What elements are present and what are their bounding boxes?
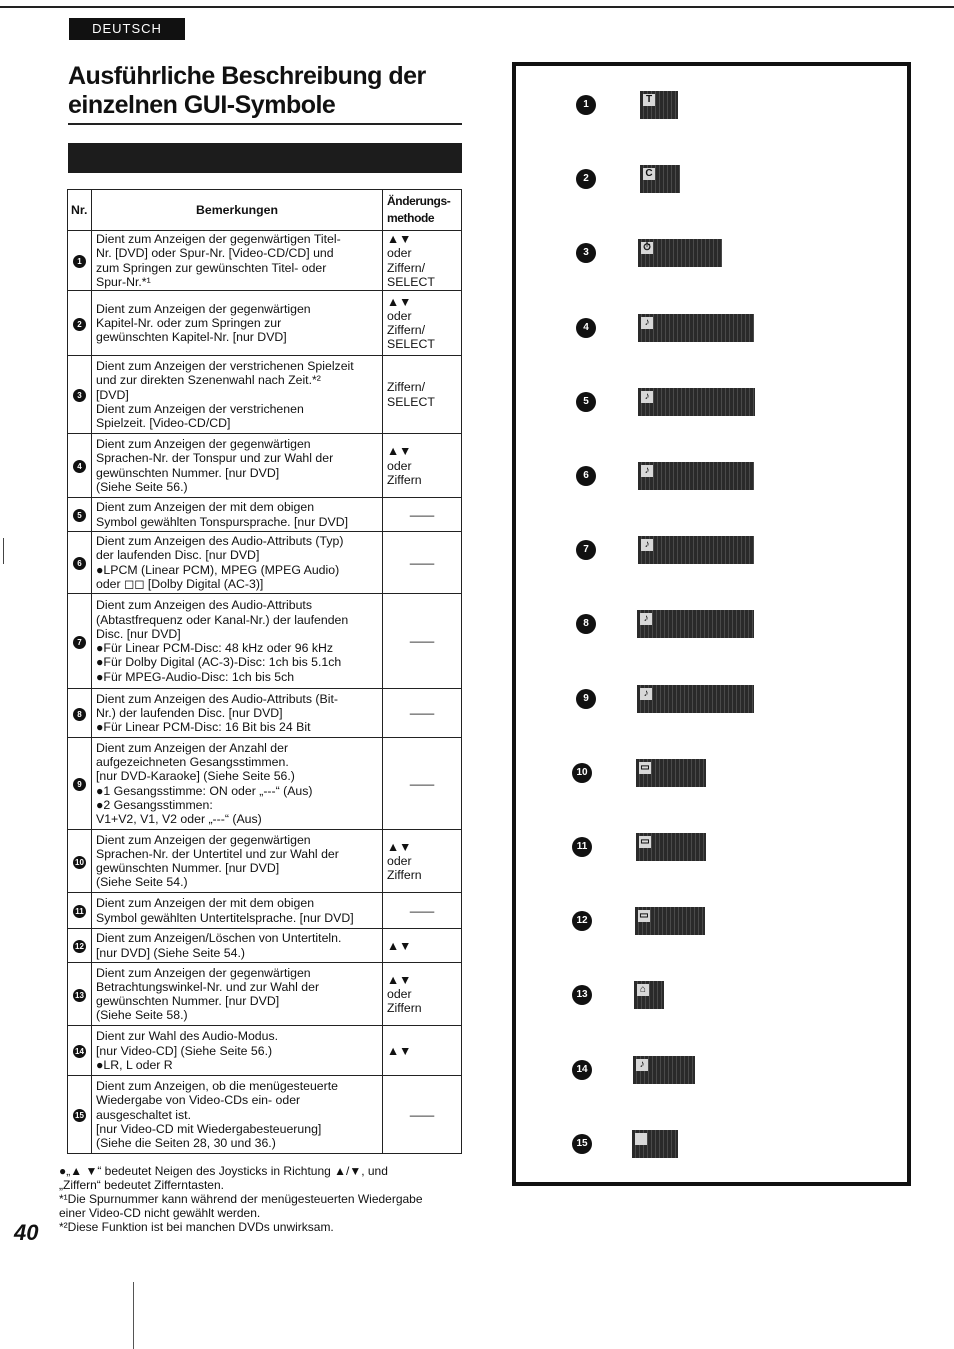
row-number-cell xyxy=(68,532,92,594)
gui-symbol-icon: C xyxy=(643,168,655,180)
table-row xyxy=(68,738,462,830)
row-remarks: Dient zum Anzeigen der gegenwärtigen Sprachen-Nr. der Untertitel und zur Wahl der gewünschten Nummer. [nur DVD] (Siehe Seite 54.) xyxy=(92,830,383,893)
table-row xyxy=(68,1026,462,1076)
row-number-badge: 9 xyxy=(73,778,86,791)
row-remarks: Dient zum Anzeigen der gegenwärtigen Titel- Nr. [DVD] oder Spur-Nr. [Video-CD/CD] und zum Springen zur gewünschten Titel- oder Spur-Nr.*¹ xyxy=(92,231,383,291)
gui-symbol-number: 12 xyxy=(572,911,592,931)
row-method: —— xyxy=(383,738,462,830)
gui-symbol-graphic xyxy=(640,91,678,119)
header-method: Änderungs- methode xyxy=(383,190,462,231)
row-method: ▲▼ oder Ziffern xyxy=(383,434,462,498)
page-number: 40 xyxy=(14,1220,39,1245)
gui-symbol-graphic xyxy=(640,165,680,193)
gui-symbol-row xyxy=(516,536,915,566)
gui-symbol-number: 10 xyxy=(572,763,592,783)
gui-symbol-icon: ▭ xyxy=(640,836,650,847)
row-remarks: Dient zum Anzeigen der Anzahl der aufgezeichneten Gesangsstimmen. [nur DVD-Karaoke] (Siehe Seite 56.) ●1 Gesangsstimme: ON oder „---“ (Aus) ●2 Gesangsstimmen: V1+V2, V1, V2 oder „---“ (Aus) xyxy=(92,738,383,830)
gui-symbol-graphic xyxy=(638,462,754,490)
row-number-badge: 12 xyxy=(73,940,86,953)
gui-symbol-graphic xyxy=(634,981,664,1009)
row-number-cell xyxy=(68,893,92,929)
row-number-cell xyxy=(68,291,92,356)
row-method: ▲▼ oder Ziffern/ SELECT xyxy=(383,291,462,356)
table-row xyxy=(68,963,462,1026)
row-method: ▲▼ oder Ziffern/ SELECT xyxy=(383,231,462,291)
gui-symbol-icon: ♪ xyxy=(641,539,653,551)
row-remarks: Dient zum Anzeigen der gegenwärtigen Sprachen-Nr. der Tonspur und zur Wahl der gewünschten Nummer. [nur DVD] (Siehe Seite 56.) xyxy=(92,434,383,498)
row-number-badge: 14 xyxy=(73,1045,86,1058)
top-rule xyxy=(0,6,954,8)
row-number-cell xyxy=(68,830,92,893)
row-remarks: Dient zum Anzeigen/Löschen von Untertiteln. [nur DVD] (Siehe Seite 54.) xyxy=(92,929,383,963)
gui-symbol-number: 4 xyxy=(576,318,596,338)
row-number-badge: 2 xyxy=(73,318,86,331)
table-row xyxy=(68,231,462,291)
table-row xyxy=(68,830,462,893)
row-remarks: Dient zur Wahl des Audio-Modus. [nur Video-CD] (Siehe Seite 56.) ●LR, L oder R xyxy=(92,1026,383,1076)
gui-symbol-number: 2 xyxy=(576,169,596,189)
gui-symbol-graphic xyxy=(638,536,754,564)
gui-symbol-icon: ⌂ xyxy=(637,984,649,996)
gui-symbol-number: 1 xyxy=(576,95,596,115)
gui-symbol-number: 6 xyxy=(576,466,596,486)
gui-symbol-number: 11 xyxy=(572,837,592,857)
gui-symbol-row xyxy=(516,314,915,344)
row-remarks: Dient zum Anzeigen der gegenwärtigen Betrachtungswinkel-Nr. und zur Wahl der gewünschten Nummer. [nur DVD] (Siehe Seite 58.) xyxy=(92,963,383,1026)
page-title: Ausführliche Beschreibung der einzelnen GUI-Symbole xyxy=(68,62,426,119)
row-method: —— xyxy=(383,893,462,929)
gui-symbol-graphic xyxy=(632,1130,678,1158)
gui-symbol-number: 5 xyxy=(576,392,596,412)
row-method: ▲▼ oder Ziffern xyxy=(383,963,462,1026)
gui-symbol-row xyxy=(516,981,915,1011)
gui-symbol-icon: ♪ xyxy=(636,1059,648,1071)
row-method: Ziffern/ SELECT xyxy=(383,356,462,434)
gui-symbol-graphic xyxy=(637,685,754,713)
row-method: ▲▼ xyxy=(383,1026,462,1076)
row-remarks: Dient zum Anzeigen der mit dem obigen Symbol gewählten Tonspursprache. [nur DVD] xyxy=(92,498,383,532)
row-number-cell xyxy=(68,498,92,532)
gui-symbol-graphic xyxy=(637,610,754,638)
gui-symbol-graphic xyxy=(636,833,706,861)
gui-symbol-number: 14 xyxy=(572,1060,592,1080)
row-remarks: Dient zum Anzeigen des Audio-Attributs (Typ) der laufenden Disc. [nur DVD] ●LPCM (Linear PCM), MPEG (MPEG Audio) oder ◻◻ [Dolby Digital (AC-3)] xyxy=(92,532,383,594)
row-number-badge: 3 xyxy=(73,389,86,402)
gui-symbol-graphic xyxy=(635,907,705,935)
footnotes xyxy=(59,1164,459,1234)
language-tab: DEUTSCH xyxy=(69,18,185,40)
gui-symbol-row xyxy=(516,610,915,640)
row-method: —— xyxy=(383,689,462,738)
row-method: ▲▼ xyxy=(383,929,462,963)
row-method: —— xyxy=(383,594,462,689)
row-method: —— xyxy=(383,532,462,594)
gui-symbol-icon: ▭ xyxy=(640,761,650,773)
row-remarks: Dient zum Anzeigen der gegenwärtigen Kapitel-Nr. oder zum Springen zur gewünschten Kapitel-Nr. [nur DVD] xyxy=(92,291,383,356)
row-number-badge: 4 xyxy=(73,460,86,473)
row-remarks: Dient zum Anzeigen der mit dem obigen Symbol gewählten Untertitelsprache. [nur DVD] xyxy=(92,893,383,929)
header-remarks: Bemerkungen xyxy=(92,190,383,231)
row-number-cell xyxy=(68,356,92,434)
table-row xyxy=(68,1076,462,1154)
row-number-badge: 6 xyxy=(73,557,86,570)
row-number-cell xyxy=(68,594,92,689)
table-header-row xyxy=(68,190,462,231)
footnote-1: *¹Die Spurnummer kann während der menügesteuerten Wiedergabe einer Video-CD nicht gewählt werden. xyxy=(59,1192,423,1220)
gui-symbol-icon: ♪ xyxy=(641,391,653,403)
gui-symbol-number: 7 xyxy=(576,540,596,560)
gui-symbol-icon: ▭ xyxy=(639,910,649,922)
gui-symbol-icon: ♪ xyxy=(641,465,653,477)
row-number-cell xyxy=(68,963,92,1026)
gui-symbol-row xyxy=(516,907,915,937)
gui-symbol-row xyxy=(516,165,915,195)
row-number-badge: 10 xyxy=(73,856,86,869)
row-number-cell xyxy=(68,1026,92,1076)
table-row xyxy=(68,929,462,963)
gui-symbol-row xyxy=(516,1130,915,1160)
gui-symbol-graphic xyxy=(638,239,722,267)
row-number-cell xyxy=(68,929,92,963)
gui-symbol-graphic xyxy=(633,1056,695,1084)
binding-mark xyxy=(3,538,4,564)
row-method: —— xyxy=(383,1076,462,1154)
gui-symbol-number: 9 xyxy=(576,689,596,709)
table-row xyxy=(68,291,462,356)
gui-symbol-row xyxy=(516,462,915,492)
gui-symbol-graphic xyxy=(638,388,755,416)
row-remarks: Dient zum Anzeigen, ob die menügesteuerte Wiedergabe von Video-CDs ein- oder ausgeschaltet ist. [nur Video-CD mit Wiedergabesteuerung] (Siehe die Seiten 28, 30 und 36.) xyxy=(92,1076,383,1154)
row-number-badge: 11 xyxy=(73,905,86,918)
table-row xyxy=(68,594,462,689)
row-method: —— xyxy=(383,498,462,532)
gui-symbol-icon: T xyxy=(643,94,655,106)
title-underline xyxy=(68,123,462,125)
gui-symbol-number: 15 xyxy=(572,1134,592,1154)
gui-symbol-icon: ⏱ xyxy=(641,242,653,254)
row-remarks: Dient zum Anzeigen des Audio-Attributs (Bit- Nr.) der laufenden Disc. [nur DVD] ●Für Linear PCM-Disc: 16 Bit bis 24 Bit xyxy=(92,689,383,738)
row-remarks: Dient zum Anzeigen des Audio-Attributs (Abtastfrequenz oder Kanal-Nr.) der laufenden Disc. [nur DVD] ●Für Linear PCM-Disc: 48 kHz oder 96 kHz ●Für Dolby Digital (AC-3)-Disc: 1ch bis 5.1ch ●Für MPEG-Audio-Disc: 1ch bis 5ch xyxy=(92,594,383,689)
header-nr: Nr. xyxy=(68,190,92,231)
row-number-cell xyxy=(68,231,92,291)
margin-line xyxy=(133,1282,134,1349)
row-method: ▲▼ oder Ziffern xyxy=(383,830,462,893)
footnote-2: *²Diese Funktion ist bei manchen DVDs unwirksam. xyxy=(59,1220,334,1234)
footnote-joystick: ●„▲ ▼“ bedeutet Neigen des Joysticks in Richtung ▲/▼, und „Ziffern“ bedeutet Zifferntasten. xyxy=(59,1164,388,1192)
gui-symbol-row xyxy=(516,833,915,863)
gui-symbol-row xyxy=(516,759,915,789)
gui-symbol-icon: ♪ xyxy=(640,688,652,700)
gui-symbol-row xyxy=(516,91,915,121)
table-row xyxy=(68,434,462,498)
row-number-badge: 5 xyxy=(73,509,86,522)
gui-symbol-row xyxy=(516,388,915,418)
table-row xyxy=(68,356,462,434)
gui-symbol-row xyxy=(516,239,915,269)
row-number-cell xyxy=(68,689,92,738)
table-row xyxy=(68,498,462,532)
row-remarks: Dient zum Anzeigen der verstrichenen Spielzeit und zur direkten Szenenwahl nach Zeit.*² [DVD] Dient zum Anzeigen der verstrichenen Spielzeit. [Video-CD/CD] xyxy=(92,356,383,434)
row-number-cell xyxy=(68,738,92,830)
gui-symbol-icon xyxy=(635,1133,647,1145)
section-bar xyxy=(68,143,462,173)
row-number-cell xyxy=(68,1076,92,1154)
row-number-badge: 1 xyxy=(73,255,86,268)
row-number-badge: 13 xyxy=(73,989,86,1002)
gui-symbol-row xyxy=(516,685,915,715)
row-number-badge: 8 xyxy=(73,708,86,721)
description-table xyxy=(67,189,462,1154)
gui-symbol-graphic xyxy=(638,314,754,342)
gui-symbol-number: 13 xyxy=(572,985,592,1005)
gui-symbol-graphic xyxy=(636,759,706,787)
gui-symbols-panel xyxy=(512,62,911,1186)
gui-symbol-number: 8 xyxy=(576,614,596,634)
row-number-badge: 15 xyxy=(73,1109,86,1122)
table-row xyxy=(68,893,462,929)
table-row xyxy=(68,532,462,594)
gui-symbol-icon: ♪ xyxy=(640,613,652,625)
row-number-badge: 7 xyxy=(73,636,86,649)
table-row xyxy=(68,689,462,738)
gui-symbol-icon: ♪ xyxy=(641,317,653,329)
gui-symbol-row xyxy=(516,1056,915,1086)
gui-symbol-number: 3 xyxy=(576,243,596,263)
row-number-cell xyxy=(68,434,92,498)
